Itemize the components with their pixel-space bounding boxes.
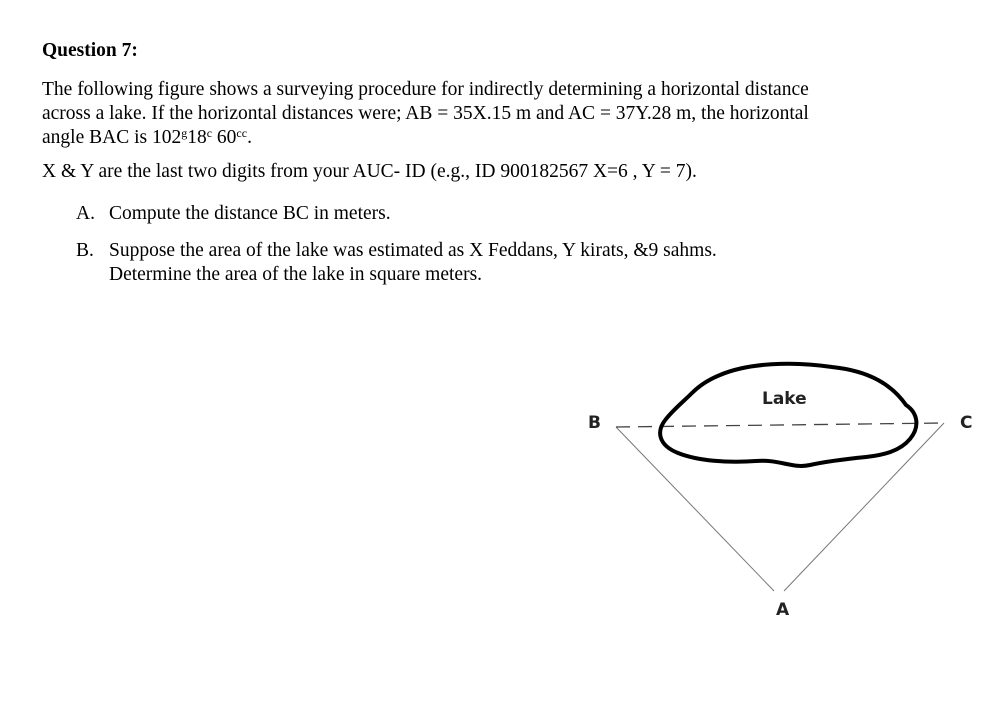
point-c-label: C <box>960 413 973 433</box>
question-title: Question 7: <box>42 40 138 61</box>
angle-minutes: 18 <box>187 127 207 148</box>
intro-line-2: across a lake. If the horizontal distances were; AB = 35X.15 m and AC = 37Y.28 m, the horizontal <box>42 103 809 124</box>
side-ab-line <box>616 427 774 591</box>
centesimal-second-superscript: cc <box>236 126 248 140</box>
grad-superscript: g <box>181 126 188 140</box>
question-document <box>42 38 962 300</box>
side-bc-dashed-line <box>616 423 944 427</box>
angle-end: . <box>247 127 252 148</box>
list-item-text: Suppose the area of the lake was estimated as X Feddans, Y kirats, &9 sahms. <box>109 240 717 261</box>
side-ac-line <box>784 423 944 591</box>
angle-text: angle BAC is 102 <box>42 127 182 148</box>
centesimal-minute-superscript: c <box>206 126 213 140</box>
lake-survey-figure <box>570 355 990 635</box>
task-list <box>42 202 962 287</box>
list-marker: A. <box>76 203 95 224</box>
intro-line-3 <box>42 126 962 150</box>
list-item-text: Compute the distance BC in meters. <box>109 203 391 224</box>
intro-line-1: The following figure shows a surveying procedure for indirectly determining a horizontal distance <box>42 79 809 100</box>
lake-label: Lake <box>762 389 807 409</box>
point-b-label: B <box>588 413 601 433</box>
list-item <box>42 202 962 226</box>
id-note: X & Y are the last two digits from your AUC- ID (e.g., ID 900182567 X=6 , Y = 7). <box>42 161 697 182</box>
angle-seconds: 60 <box>212 127 237 148</box>
question-intro <box>42 78 962 150</box>
list-item-text-cont: Determine the area of the lake in square meters. <box>109 264 483 285</box>
point-a-label: A <box>776 600 790 620</box>
lake-diagram <box>570 355 990 635</box>
lake-outline <box>660 364 916 466</box>
list-item <box>42 239 962 287</box>
list-marker: B. <box>76 240 94 261</box>
